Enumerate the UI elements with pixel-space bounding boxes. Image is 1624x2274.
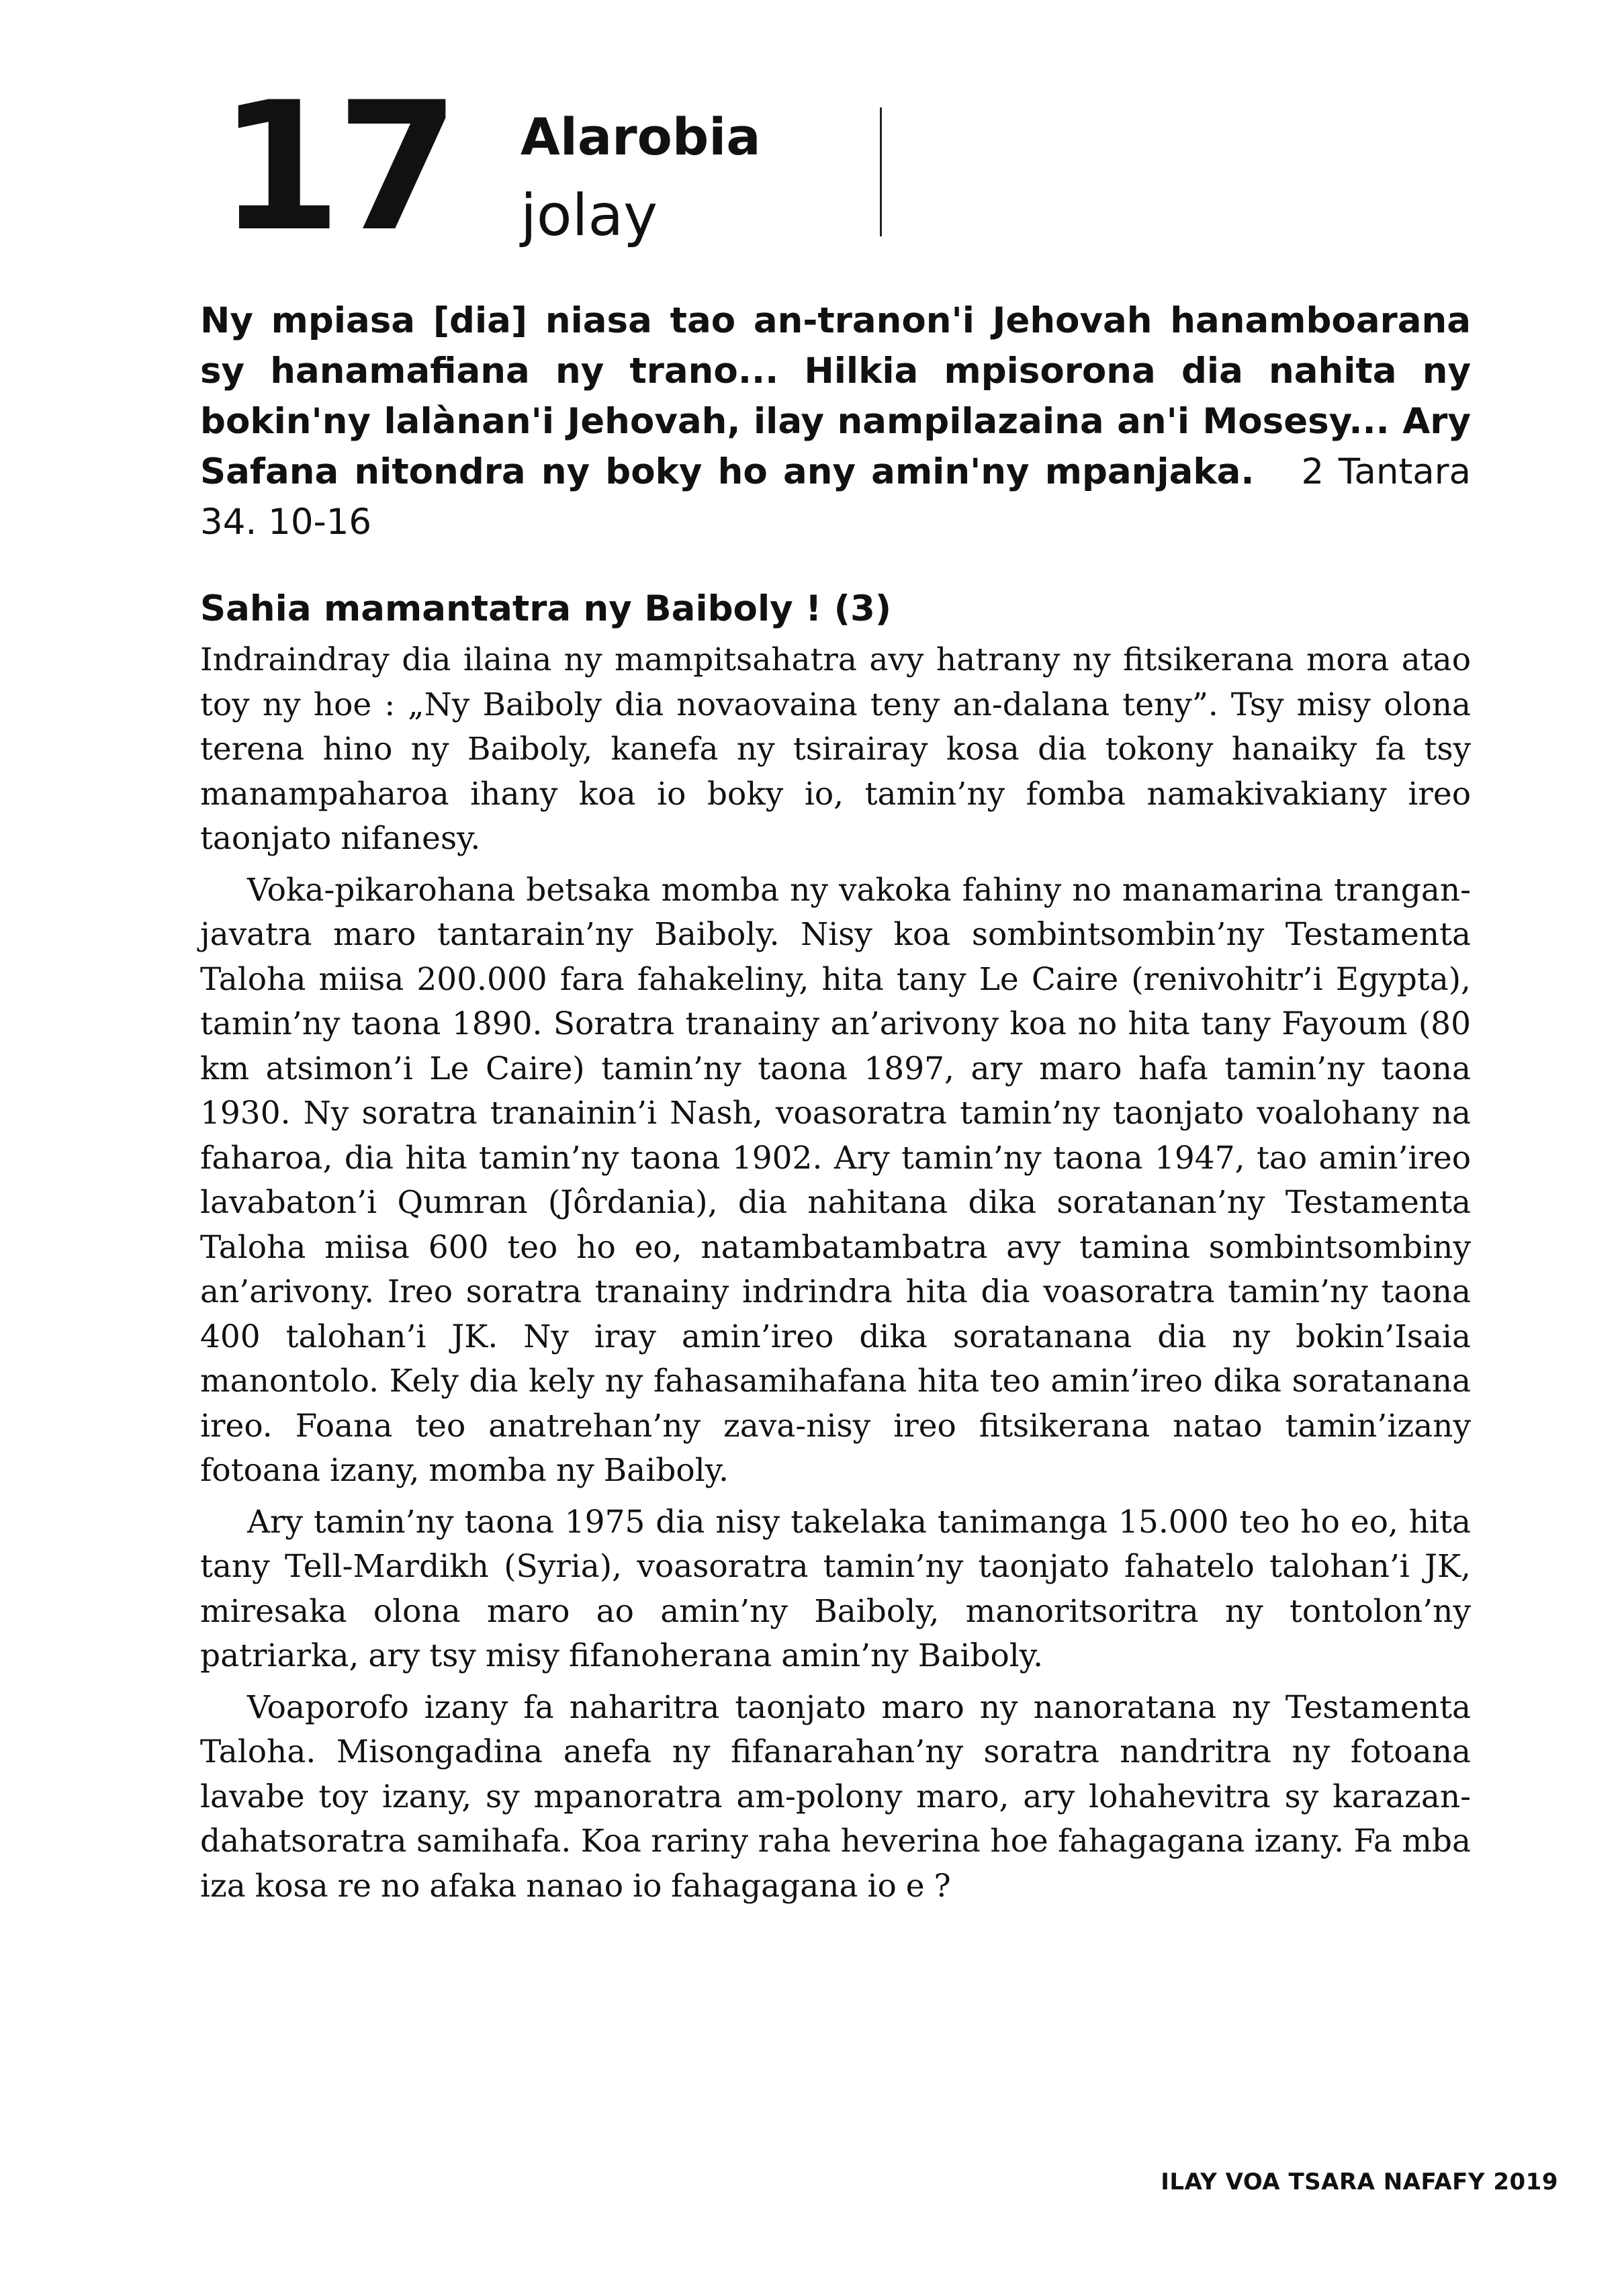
- article-paragraph-3: Ary tamin’ny taona 1975 dia nisy takelaka tanimanga 15.000 teo ho eo, hita tany Tell-Mardikh (Syria), voasoratra tamin’ny taonjato fahatelo talohan’i JK, miresaka olona maro ao amin’ny Baiboly, manoritsoritra ny tontolon’ny patriarka, ary tsy misy fifanoherana amin’ny Baiboly.: [200, 1503, 1471, 1674]
- article-paragraph-1: Indraindray dia ilaina ny mampitsahatra avy hatrany ny fitsikerana mora atao toy ny hoe : „Ny Baiboly dia novaovaina teny an-dalana teny”. Tsy misy olona terena hino ny Baiboly, kanefa ny tsirairay kosa dia tokony hanaiky fa tsy manampaharoa ihany koa io boky io, tamin’ny fomba namakivakiany ireo taonjato nifanesy.: [200, 641, 1471, 857]
- month-label: jolay: [521, 182, 658, 249]
- bible-verse: [200, 295, 1471, 547]
- verse-text: Ny mpiasa [dia] niasa tao an-tranon'i Jehovah hanamboarana sy hanamafiana ny trano... Hilkia mpisorona dia nahita ny bokin'ny lalànan'i Jehovah, ilay nampilazaina an'i Mosesy... Ary Safana nitondra ny boky ho any amin'ny mpanjaka.: [200, 300, 1471, 492]
- weekday-label: Alarobia: [521, 107, 761, 167]
- article-title: Sahia mamantatra ny Baiboly ! (3): [200, 588, 892, 629]
- article-paragraph-2: Voka-pikarohana betsaka momba ny vakoka fahiny no manamarina trangan-javatra maro tantarain’ny Baiboly. Nisy koa sombintsombin’ny Testamenta Taloha miisa 200.000 fara fahakeliny, hita tany Le Caire (renivohitr’i Egypta), tamin’ny taona 1890. Soratra tranainy an’arivony koa no hita tany Fayoum (80 km atsimon’i Le Caire) tamin’ny taona 1897, ary maro hafa tamin’ny taona 1930. Ny soratra tranainin’i Nash, voasoratra tamin’ny taonjato voalohany na faharoa, dia hita tamin’ny taona 1902. Ary tamin’ny taona 1947, tao amin’ireo lavabaton’i Qumran (Jôrdania), dia nahitana dika soratanan’ny Testamenta Taloha miisa 600 teo ho eo, natambatambatra avy tamina sombintsombiny an’arivony. Ireo soratra tranainy indrindra hita dia voasoratra tamin’ny taona 400 talohan’i JK. Ny iray amin’ireo dika soratanana dia ny bokin’Isaia manontolo. Kely dia kely ny fahasamihafana hita teo amin’ireo dika soratanana ireo. Foana teo anatrehan’ny zava-nisy ireo fitsikerana natao tamin’izany fotoana izany, momba ny Baiboly.: [200, 871, 1471, 1489]
- day-number: 17: [218, 64, 455, 271]
- article-body: [200, 638, 1471, 1915]
- article-paragraph-4: Voaporofo izany fa naharitra taonjato maro ny nanoratana ny Testamenta Taloha. Misongadina anefa ny fifanarahan’ny soratra nandritra ny fotoana lavabe toy izany, sy mpanoratra am-polony maro, ary lohahevitra sy karazan-dahatsoratra samihafa. Koa rariny raha heverina hoe fahagagana izany. Fa mba iza kosa re no afaka nanao io fahagagana io e ?: [200, 1688, 1471, 1905]
- verse-reference: 2 Tantara 34. 10-16: [200, 451, 1471, 543]
- header-divider: [880, 107, 882, 236]
- publication-footer: ILAY VOA TSARA NAFAFY 2019: [1161, 2169, 1558, 2195]
